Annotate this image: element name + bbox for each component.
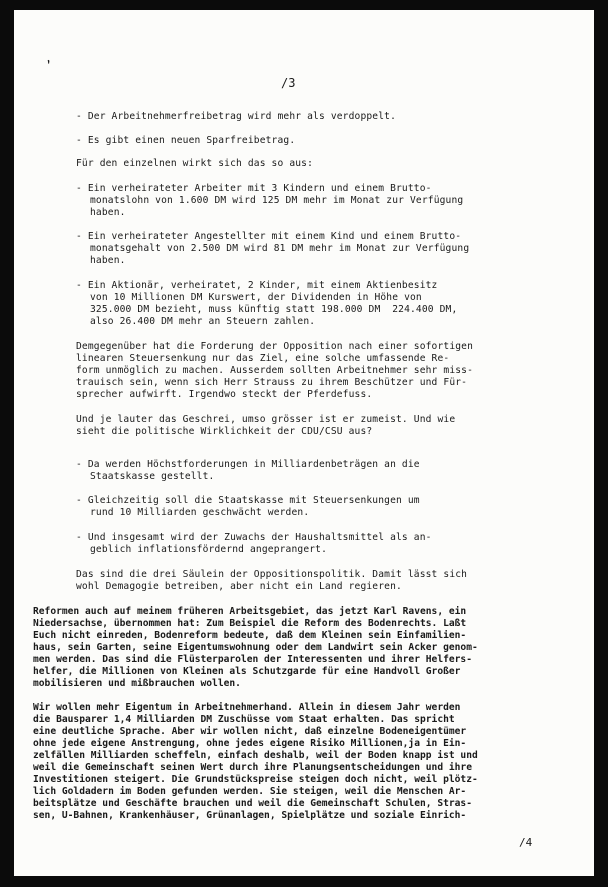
eigentum-line1: Wir wollen mehr Eigentum in Arbeitnehmerhand. Allein in diesem Jahr werden (33, 702, 461, 713)
point1-line1: - Da werden Höchstforderungen in Milliardenbeträgen an die (76, 459, 420, 470)
eigentum-line7: Investitionen steigert. Die Grundstückspreise steigen doch nicht, weil plötz- (33, 774, 478, 785)
example1-line3: haben. (90, 207, 126, 218)
example3-line3: 325.000 DM bezieht, muss künftig statt 198.000 DM 224.400 DM, (90, 304, 458, 315)
margin-mark: ’ (43, 57, 56, 73)
closing-line2: wohl Demagogie betreiben, aber nicht ein Land regieren. (76, 581, 402, 592)
example3-line1: - Ein Aktionär, verheiratet, 2 Kinder, mit einem Aktienbesitz (76, 280, 438, 291)
paragraph1-line4: trauisch sein, wenn sich Herr Strauss zu ihrem Beschützer und Für- (76, 377, 468, 388)
point3-line1: - Und insgesamt wird der Zuwachs der Haushaltsmittel als an- (76, 532, 432, 543)
eigentum-line3: eine deutliche Sprache. Aber wir wollen nicht, daß einzelne Bodeneigentümer (33, 726, 467, 737)
bodenrecht-line5: men werden. Das sind die Flüsterparolen der Interessenten und ihrer Helfers- (33, 654, 472, 665)
example3-line4: also 26.400 DM mehr an Steuern zahlen. (90, 316, 316, 327)
eigentum-line8: lich Goldadern im Boden gefunden werden. Sie steigen, weil die Menschen Ar- (33, 786, 467, 797)
eigentum-line5: zelfällen Milliarden scheffeln, einfach deshalb, weil der Boden knapp ist und (33, 750, 478, 761)
eigentum-line9: beitsplätze und Geschäfte brauchen und weil die Gemeinschaft Schulen, Stras- (33, 798, 472, 809)
bullet-freibetrag: - Der Arbeitnehmerfreibetrag wird mehr als verdoppelt. (76, 111, 396, 122)
bodenrecht-line3: Euch nicht einreden, Bodenreform bedeute, daß dem Kleinen sein Einfamilien- (33, 630, 467, 641)
paragraph1-line5: sprecher aufwirft. Irgendwo steckt der Pferdefuss. (76, 389, 373, 400)
closing-line1: Das sind die drei Säulein der Oppositionspolitik. Damit lässt sich (76, 569, 468, 580)
point2-line1: - Gleichzeitig soll die Staatskasse mit Steuersenkungen um (76, 495, 420, 506)
point1-line2: Staatskasse gestellt. (90, 471, 215, 482)
bullet-sparfreibetrag: - Es gibt einen neuen Sparfreibetrag. (76, 135, 296, 146)
page-number: /3 (281, 76, 296, 90)
example2-line1: - Ein verheirateter Angestellter mit einem Kind und einem Brutto- (76, 231, 462, 242)
bodenrecht-line7: mobilisieren und mißbrauchen wollen. (33, 678, 241, 689)
paragraph2-line1: Und je lauter das Geschrei, umso grösser ist er zumeist. Und wie (76, 414, 456, 425)
paragraph1-line1: Demgegenüber hat die Forderung der Opposition nach einer sofortigen (76, 341, 474, 352)
eigentum-line4: ohne jede eigene Anstrengung, ohne jedes eigene Risiko Millionen,ja in Ein- (33, 738, 467, 749)
paragraph1-line2: linearen Steuersenkung nur das Ziel, eine solche umfassende Re- (76, 353, 450, 364)
eigentum-line10: sen, U-Bahnen, Krankenhäuser, Grünanlagen, Spielplätze und soziale Einrich- (33, 810, 467, 821)
example3-line2: von 10 Millionen DM Kurswert, der Dividenden in Höhe von (90, 292, 422, 303)
bodenrecht-line4: haus, sein Garten, seine Eigentumswohnung oder dem Landwirt sein Acker genom- (33, 642, 478, 653)
example1-line2: monatslohn von 1.600 DM wird 125 DM mehr im Monat zur Verfügung (90, 195, 464, 206)
intro-line: Für den einzelnen wirkt sich das so aus: (76, 158, 314, 169)
bodenrecht-line1: Reformen auch auf meinem früheren Arbeitsgebiet, das jetzt Karl Ravens, ein (33, 606, 467, 617)
paragraph1-line3: form unmöglich zu machen. Ausserdem sollten Arbeitnehmer sehr miss- (76, 365, 474, 376)
bodenrecht-line2: Niedersachse, übernommen hat: Zum Beispiel die Reform des Bodenrechts. Laßt (33, 618, 467, 629)
eigentum-line6: weil die Gemeinschaft seinen Wert durch ihre Planungsentscheidungen und ihre (33, 762, 472, 773)
example1-line1: - Ein verheirateter Arbeiter mit 3 Kindern und einem Brutto- (76, 183, 432, 194)
example2-line2: monatsgehalt von 2.500 DM wird 81 DM mehr im Monat zur Verfügung (90, 243, 470, 254)
paragraph2-line2: sieht die politische Wirklichkeit der CDU/CSU aus? (76, 426, 373, 437)
footer-page-mark: /4 (519, 836, 533, 849)
example2-line3: haben. (90, 255, 126, 266)
point3-line2: geblich inflationsfördernd angeprangert. (90, 544, 328, 555)
point2-line2: rund 10 Milliarden geschwächt werden. (90, 507, 310, 518)
eigentum-line2: die Bausparer 1,4 Milliarden DM Zuschüsse vom Staat erhalten. Das spricht (33, 714, 455, 725)
bodenrecht-line6: helfer, die Millionen von Kleinen als Schutzgarde für eine Handvoll Großer (33, 666, 461, 677)
